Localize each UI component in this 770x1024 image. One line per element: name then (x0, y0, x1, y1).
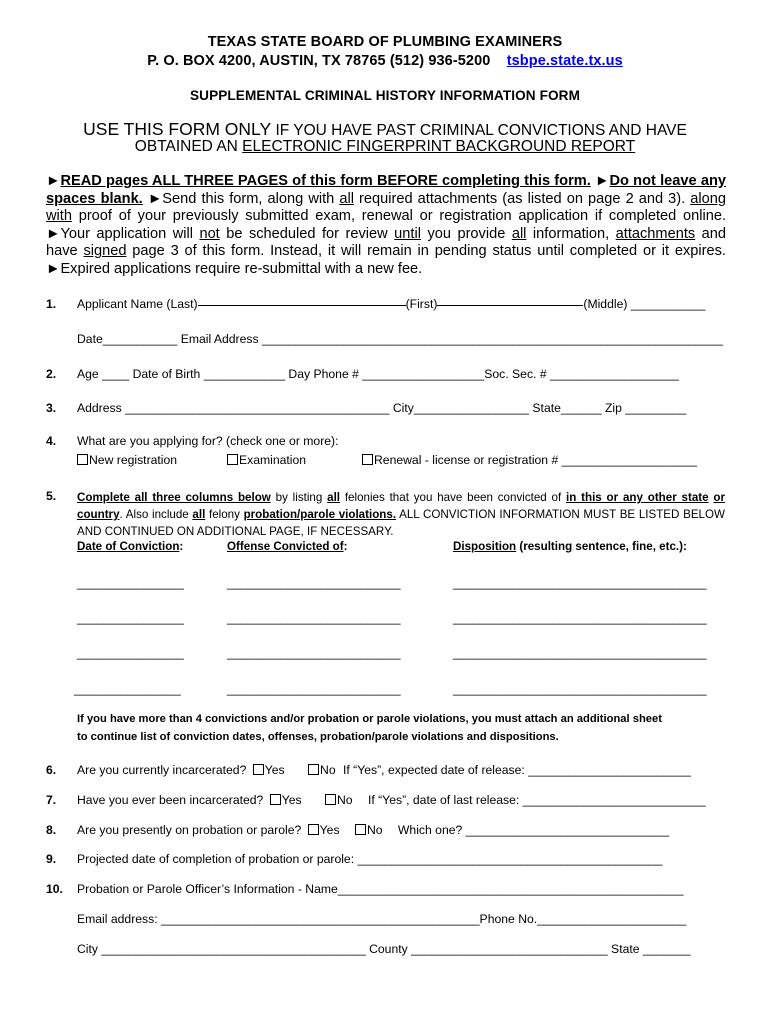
instruction-emphasis: along with (46, 190, 727, 225)
instruction-text: page 3 of this form. Instead, it will remain in pending status until completed or it expires. (126, 243, 726, 260)
last-release-field[interactable]: If “Yes”, date of last release: ___________________________ (367, 793, 706, 807)
examination-label: Examination (239, 453, 307, 467)
date-email-row[interactable]: Date___________ Email Address ____________________________________________________________________ (77, 332, 723, 346)
instruction-text: be scheduled for review (219, 225, 395, 242)
fingerprint-report-text: ELECTRONIC FINGERPRINT BACKGROUND REPORT (242, 138, 636, 155)
additional-sheet-note-2: to continue list of conviction dates, offenses, probation/parole violations and dispositions. (77, 731, 559, 743)
q5-emphasis: Complete all three columns below (77, 491, 271, 504)
offense-field[interactable]: __________________________ (227, 646, 401, 660)
instruction-text: you provide (420, 225, 512, 242)
q5-emphasis: or country (77, 491, 725, 521)
col-disposition (453, 540, 687, 553)
arrow-icon: ► (46, 173, 61, 189)
form-title: SUPPLEMENTAL CRIMINAL HISTORY INFORMATION FORM (189, 88, 580, 103)
no-label: No (336, 793, 353, 807)
col-offense-label: Offense Convicted of (227, 540, 344, 553)
use-notice-line1 (0, 119, 770, 140)
item-number: 3. (46, 401, 57, 415)
arrow-icon: ► (595, 173, 610, 189)
col-offense (227, 540, 347, 553)
instructions-paragraph (46, 173, 726, 279)
first-name-field[interactable] (437, 305, 583, 306)
col-date-of-conviction (77, 540, 183, 553)
officer-city-county-state-row[interactable]: City _______________________________________ County _____________________________ State _______ (77, 942, 691, 956)
q5-text: felonies that you have been convicted of (340, 491, 567, 504)
item-number: 7. (46, 793, 57, 807)
address-row[interactable]: Address _______________________________________ City_________________ State______ Zip _________ (77, 401, 687, 415)
instruction-emphasis: not (199, 225, 220, 242)
no-label: No (320, 763, 336, 777)
item-number: 1. (46, 297, 57, 311)
new-registration-checkbox[interactable] (77, 454, 88, 465)
no-checkbox[interactable] (355, 824, 366, 835)
conviction-date-field[interactable]: ________________ (77, 646, 184, 660)
arrow-icon: ► (46, 260, 61, 277)
yes-checkbox[interactable] (270, 794, 281, 805)
renewal-checkbox[interactable] (362, 454, 373, 465)
q5-text: felony (205, 508, 244, 521)
instruction-emphasis: signed (83, 243, 127, 260)
item-number: 5. (46, 489, 57, 503)
instruction-text: information, (526, 225, 616, 242)
last-name-field[interactable] (198, 305, 406, 306)
renewal-label: Renewal - license or registration # ____________________ (374, 453, 698, 467)
disposition-field[interactable]: ______________________________________ (453, 646, 707, 660)
board-name: TEXAS STATE BOARD OF PLUMBING EXAMINERS (207, 34, 563, 50)
offense-field[interactable]: __________________________ (227, 682, 401, 696)
disposition-field[interactable]: ______________________________________ (453, 576, 707, 590)
q5-emphasis: probation/parole violations. (243, 508, 397, 521)
q5-emphasis: all (192, 508, 206, 521)
arrow-icon: ► (147, 190, 163, 207)
conviction-date-field[interactable]: ________________ (74, 682, 181, 696)
additional-sheet-note-1: If you have more than 4 convictions and/or probation or parole violations, you must attach an additional sheet (77, 713, 662, 725)
instruction-emphasis: attachments (615, 225, 696, 242)
instruction-text: proof of your previously submitted exam, renewal or registration application if completed online. (71, 208, 726, 225)
instruction-text: required attachments (as listed on page 2 and 3). (353, 190, 691, 207)
q5-text: by listing (270, 491, 328, 504)
yes-label: Yes (264, 763, 285, 777)
q5-emphasis: in this or any other state (566, 491, 709, 504)
disposition-field[interactable]: ______________________________________ (453, 611, 707, 625)
incarcerated-row (77, 763, 691, 777)
item-number: 9. (46, 852, 57, 866)
q5-text: ALL CONVICTION INFORMATION MUST BE (396, 508, 636, 521)
option-renewal[interactable] (362, 453, 697, 467)
col-offense-colon: : (343, 540, 348, 553)
option-new-registration[interactable] (77, 453, 177, 467)
notice-text-2: OBTAINED AN (134, 138, 243, 155)
ever-incarcerated-question: Have you ever been incarcerated? (77, 793, 264, 807)
col-disp-label: Disposition (453, 540, 517, 553)
offense-field[interactable]: __________________________ (227, 576, 401, 590)
middle-name-label[interactable]: (Middle) ___________ (583, 297, 706, 311)
age-dob-phone-ssn-row[interactable]: Age ____ Date of Birth ____________ Day Phone # __________________Soc. Sec. # ___________________ (77, 367, 679, 381)
arrow-icon: ► (46, 225, 61, 242)
new-registration-label: New registration (89, 453, 178, 467)
use-only-text: USE THIS FORM ONLY (83, 119, 272, 139)
applying-for-label: What are you applying for? (check one or more): (77, 434, 339, 448)
last-name-label: Applicant Name (Last) (77, 297, 198, 311)
applicant-name-row (77, 297, 705, 311)
which-one-field[interactable]: Which one? ______________________________ (397, 823, 670, 837)
first-name-label: (First) (405, 297, 438, 311)
item-number: 6. (46, 763, 57, 777)
instruction-text: Your application will (60, 225, 200, 242)
ever-incarcerated-row (77, 793, 706, 807)
conviction-date-field[interactable]: ________________ (77, 611, 184, 625)
probation-question: Are you presently on probation or parole? (77, 823, 302, 837)
yes-checkbox[interactable] (308, 824, 319, 835)
no-label: No (366, 823, 383, 837)
yes-checkbox[interactable] (253, 764, 264, 775)
probation-row (77, 823, 669, 837)
instruction-text: Expired applications require re-submittal with a new fee. (60, 260, 423, 277)
use-notice-line2 (0, 138, 770, 156)
instruction-text: Send this form, along with (162, 190, 340, 207)
no-blank-text: Do not leave any spaces blank. (46, 173, 726, 207)
notice-text-1: IF YOU HAVE PAST CRIMINAL CONVICTIONS AND HAVE (271, 122, 687, 139)
no-checkbox[interactable] (325, 794, 336, 805)
yes-label: Yes (281, 793, 302, 807)
option-examination[interactable] (227, 453, 306, 467)
conviction-date-field[interactable]: ________________ (77, 576, 184, 590)
website-link[interactable]: tsbpe.state.tx.us (506, 53, 623, 69)
release-date-field[interactable]: If “Yes”, expected date of release: ________________________ (343, 763, 691, 777)
projected-completion-row[interactable]: Projected date of completion of probation or parole: _____________________________________________ (77, 852, 663, 866)
item-number: 4. (46, 434, 57, 448)
instruction-emphasis: all (339, 190, 354, 207)
yes-label: Yes (319, 823, 340, 837)
q5-text: . Also include (119, 508, 193, 521)
officer-email-phone-row[interactable]: Email address: _______________________________________________Phone No.______________________ (77, 912, 687, 926)
offense-field[interactable]: __________________________ (227, 611, 401, 625)
incarcerated-question: Are you currently incarcerated? (77, 763, 247, 777)
item-number: 2. (46, 367, 57, 381)
col-disp-rest: (resulting sentence, fine, etc.): (516, 540, 687, 553)
q5-emphasis: all (327, 491, 341, 504)
col-date-label: Date of Conviction (77, 540, 180, 553)
instruction-emphasis: until (394, 225, 421, 242)
address-text: P. O. BOX 4200, AUSTIN, TX 78765 (512) 936-5200 (147, 53, 491, 69)
item-number: 8. (46, 823, 57, 837)
read-all-pages-text: READ pages ALL THREE PAGES of this form BEFORE completing this form. (60, 173, 591, 189)
instruction-emphasis: all (511, 225, 527, 242)
board-address (0, 53, 770, 69)
disposition-field[interactable]: ______________________________________ (453, 682, 707, 696)
instruction-text: and have (46, 225, 727, 260)
convictions-instructions (77, 489, 725, 540)
officer-name-row[interactable]: Probation or Parole Officer’s Information - Name___________________________________________________ (77, 882, 684, 896)
q5-text: LISTED BELOW AND CONTINUED ON ADDITIONAL PAGE, IF NECESSARY. (77, 508, 725, 538)
item-number: 10. (46, 882, 63, 896)
no-checkbox[interactable] (308, 764, 319, 775)
examination-checkbox[interactable] (227, 454, 238, 465)
col-date-colon: : (179, 540, 184, 553)
